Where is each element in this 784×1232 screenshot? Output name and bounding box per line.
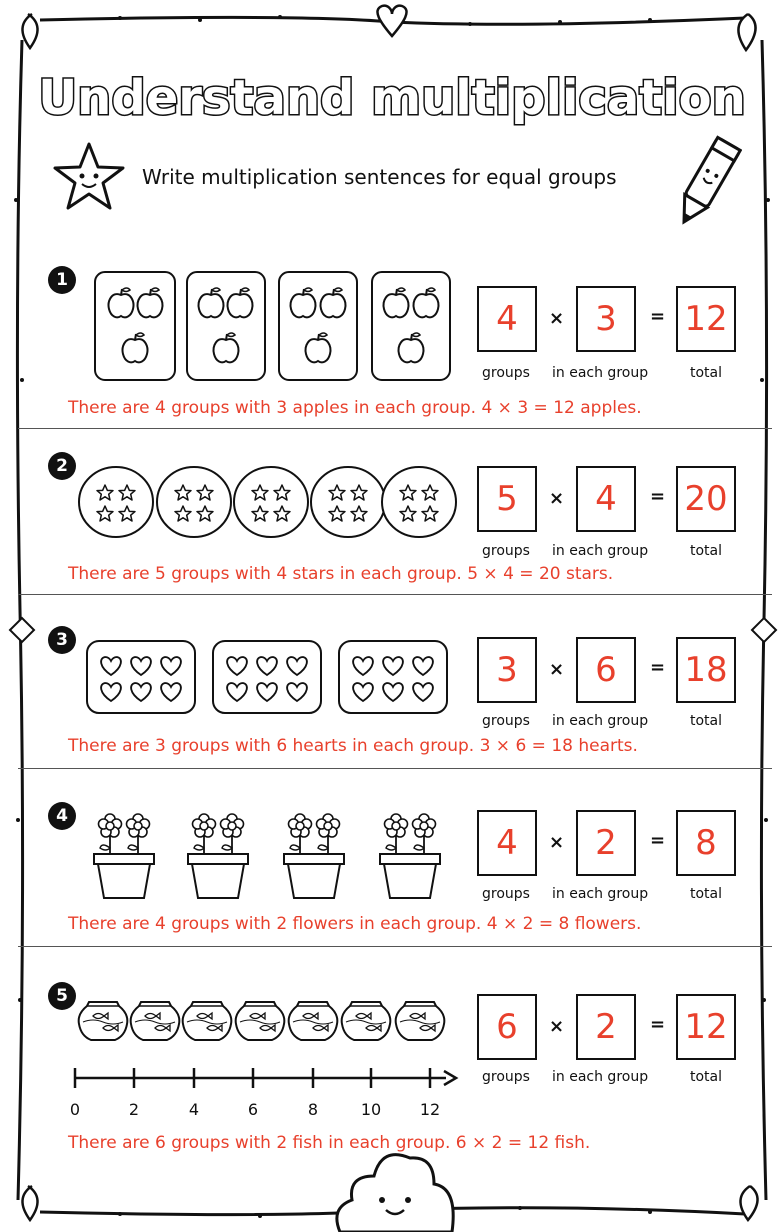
multiplication-sentence: There are 6 groups with 2 fish in each group. 6 × 2 = 12 fish. [68, 1133, 591, 1153]
number-line [74, 1068, 456, 1088]
each-caption: in each group [552, 886, 649, 902]
times-sign: × [549, 832, 565, 853]
tick-label: 2 [128, 1100, 140, 1119]
each-caption: in each group [552, 365, 649, 381]
each-caption: in each group [552, 713, 649, 729]
problem-number-badge: 4 [48, 802, 76, 830]
groups-caption: groups [482, 543, 530, 559]
each-answer-box: 4 [576, 466, 636, 532]
multiplication-sentence: There are 3 groups with 6 hearts in each group. 3 × 6 = 18 hearts. [68, 736, 638, 756]
fish-icon [79, 1002, 445, 1040]
total-caption: total [689, 543, 722, 559]
total-answer-box: 18 [676, 637, 736, 703]
smiling-cloud-icon [330, 1138, 460, 1232]
tick-label: 0 [69, 1100, 81, 1119]
equals-sign: = [650, 486, 666, 507]
total-caption: total [689, 713, 722, 729]
each-caption: in each group [552, 1069, 649, 1085]
total-caption: total [689, 365, 722, 381]
each-answer-box: 2 [576, 810, 636, 876]
times-sign: × [549, 308, 565, 329]
tick-label: 10 [360, 1100, 382, 1119]
times-sign: × [549, 1016, 565, 1037]
problem-number-badge: 1 [48, 266, 76, 294]
groups-caption: groups [482, 886, 530, 902]
times-sign: × [549, 488, 565, 509]
page-title: Understand multiplication [38, 70, 746, 126]
total-answer-box: 12 [676, 994, 736, 1060]
subtitle: Write multiplication sentences for equal groups [142, 165, 617, 189]
problem-number-badge: 2 [48, 452, 76, 480]
tick-label: 6 [247, 1100, 259, 1119]
tick-label: 4 [188, 1100, 200, 1119]
groups-answer-box: 4 [477, 286, 537, 352]
equals-sign: = [650, 306, 666, 327]
groups-answer-box: 3 [477, 637, 537, 703]
equals-sign: = [650, 830, 666, 851]
equals-sign: = [650, 657, 666, 678]
multiplication-sentence: There are 4 groups with 2 flowers in each group. 4 × 2 = 8 flowers. [68, 914, 642, 934]
times-sign: × [549, 659, 565, 680]
multiplication-sentence: There are 4 groups with 3 apples in each group. 4 × 3 = 12 apples. [68, 398, 642, 418]
total-caption: total [689, 1069, 722, 1085]
total-answer-box: 8 [676, 810, 736, 876]
multiplication-sentence: There are 5 groups with 4 stars in each group. 5 × 4 = 20 stars. [68, 564, 614, 584]
groups-answer-box: 5 [477, 466, 537, 532]
problem-number-badge: 5 [48, 982, 76, 1010]
equals-sign: = [650, 1014, 666, 1035]
tick-label: 8 [307, 1100, 319, 1119]
problem-number-badge: 3 [48, 626, 76, 654]
total-answer-box: 20 [676, 466, 736, 532]
each-answer-box: 3 [576, 286, 636, 352]
groups-answer-box: 6 [477, 994, 537, 1060]
total-answer-box: 12 [676, 286, 736, 352]
groups-caption: groups [482, 365, 530, 381]
each-caption: in each group [552, 543, 649, 559]
each-answer-box: 6 [576, 637, 636, 703]
tick-label: 12 [419, 1100, 441, 1119]
each-answer-box: 2 [576, 994, 636, 1060]
groups-caption: groups [482, 1069, 530, 1085]
groups-caption: groups [482, 713, 530, 729]
groups-answer-box: 4 [477, 810, 537, 876]
total-caption: total [689, 886, 722, 902]
